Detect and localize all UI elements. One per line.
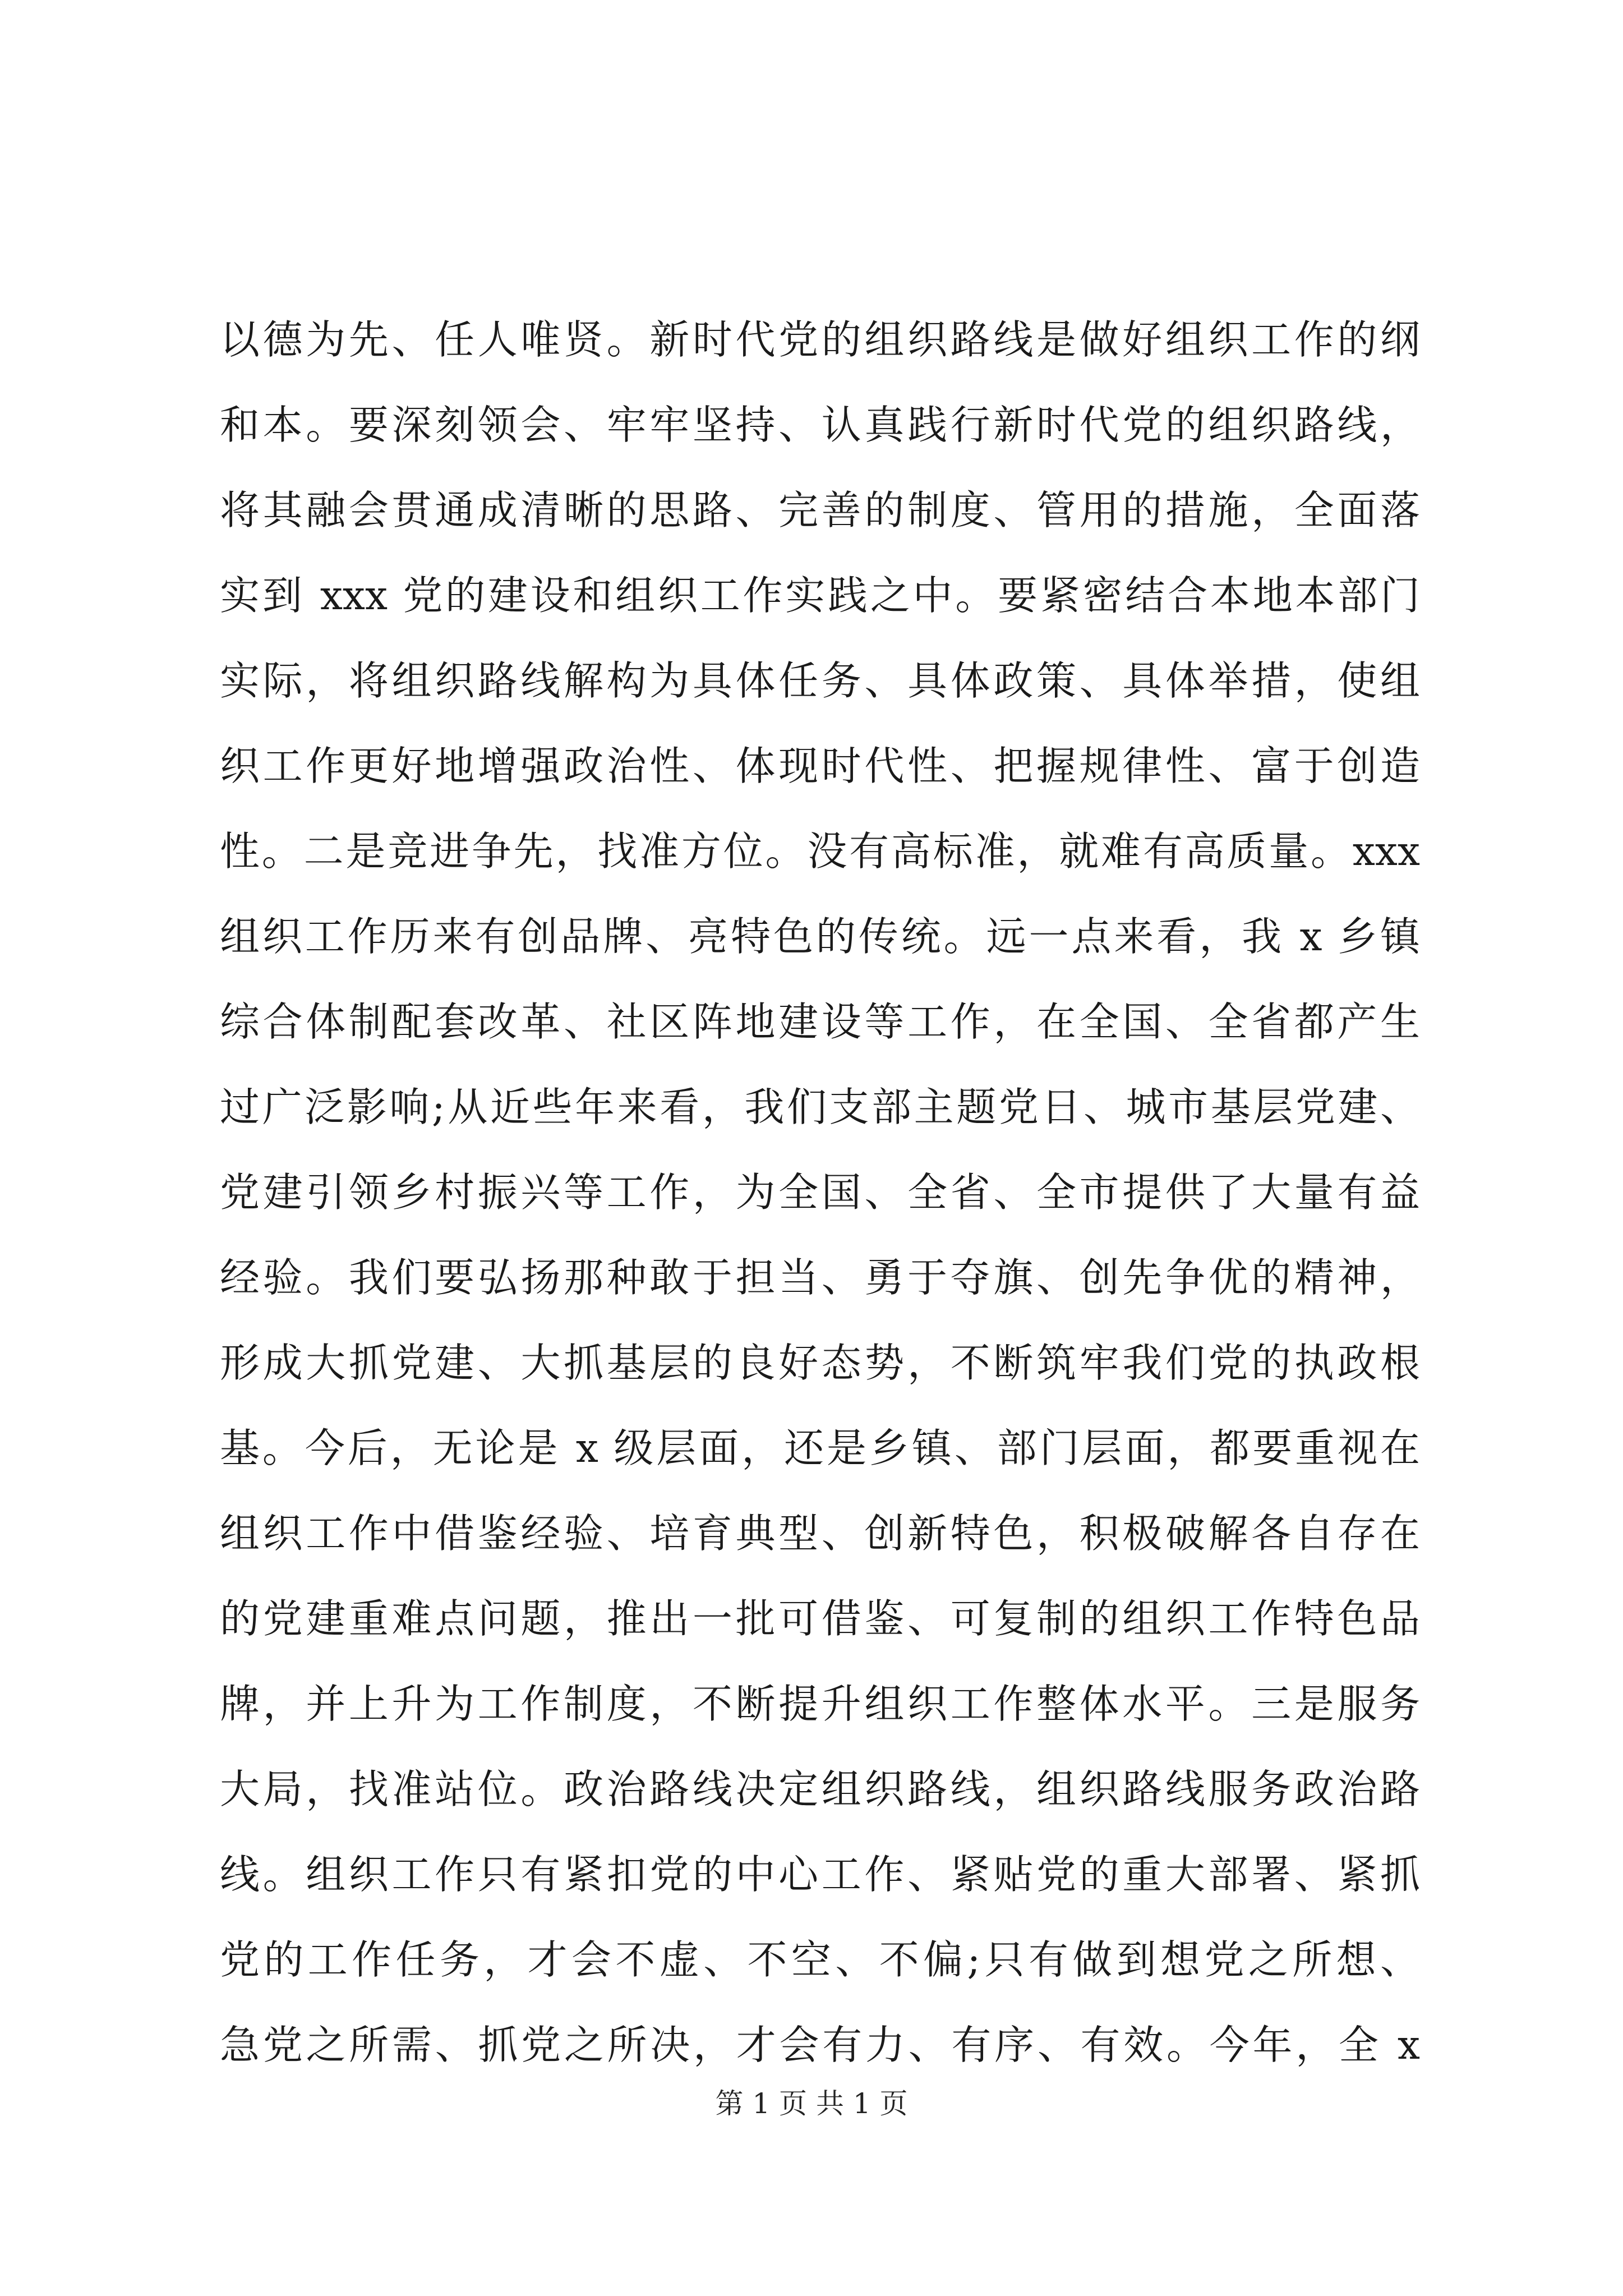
body-paragraph	[220, 297, 1420, 2088]
text-line: 综合体制配套改革、社区阵地建设等工作，在全国、全省都产生	[220, 999, 1420, 1045]
text-line: 将其融会贯通成清晰的思路、完善的制度、管用的措施，全面落	[220, 487, 1420, 533]
text-line: 经验。我们要弘扬那种敢于担当、勇于夺旗、创先争优的精神，	[220, 1254, 1420, 1301]
text-line: 实到 xxx 党的建设和组织工作实践之中。要紧密结合本地本部门	[220, 572, 1420, 619]
text-line: 牌，并上升为工作制度，不断提升组织工作整体水平。三是服务	[220, 1681, 1420, 1727]
text-line: 性。二是竞进争先，找准方位。没有高标准，就难有高质量。xxx	[220, 828, 1420, 875]
text-line: 组织工作历来有创品牌、亮特色的传统。远一点来看，我 x 乡镇	[220, 913, 1420, 960]
text-line: 线。组织工作只有紧扣党的中心工作、紧贴党的重大部署、紧抓	[220, 1851, 1420, 1898]
text-line: 急党之所需、抓党之所决，才会有力、有序、有效。今年，全 x	[220, 2022, 1420, 2068]
text-line: 党的工作任务，才会不虚、不空、不偏;只有做到想党之所想、	[220, 1936, 1420, 1983]
text-line: 织工作更好地增强政治性、体现时代性、把握规律性、富于创造	[220, 743, 1420, 789]
text-line: 和本。要深刻领会、牢牢坚持、认真践行新时代党的组织路线，	[220, 402, 1420, 448]
text-line: 的党建重难点问题，推出一批可借鉴、可复制的组织工作特色品	[220, 1595, 1420, 1642]
text-line: 组织工作中借鉴经验、培育典型、创新特色，积极破解各自存在	[220, 1510, 1420, 1557]
text-line: 党建引领乡村振兴等工作，为全国、全省、全市提供了大量有益	[220, 1169, 1420, 1216]
text-line: 大局，找准站位。政治路线决定组织路线，组织路线服务政治路	[220, 1766, 1420, 1812]
page-footer: 第 1 页 共 1 页	[715, 2087, 908, 2120]
text-line: 实际，将组织路线解构为具体任务、具体政策、具体举措，使组	[220, 657, 1420, 704]
text-line: 形成大抓党建、大抓基层的良好态势，不断筑牢我们党的执政根	[220, 1340, 1420, 1386]
text-line: 以德为先、任人唯贤。新时代党的组织路线是做好组织工作的纲	[220, 316, 1420, 363]
text-line: 基。今后，无论是 x 级层面，还是乡镇、部门层面，都要重视在	[220, 1425, 1420, 1471]
text-line: 过广泛影响;从近些年来看，我们支部主题党日、城市基层党建、	[220, 1084, 1420, 1130]
